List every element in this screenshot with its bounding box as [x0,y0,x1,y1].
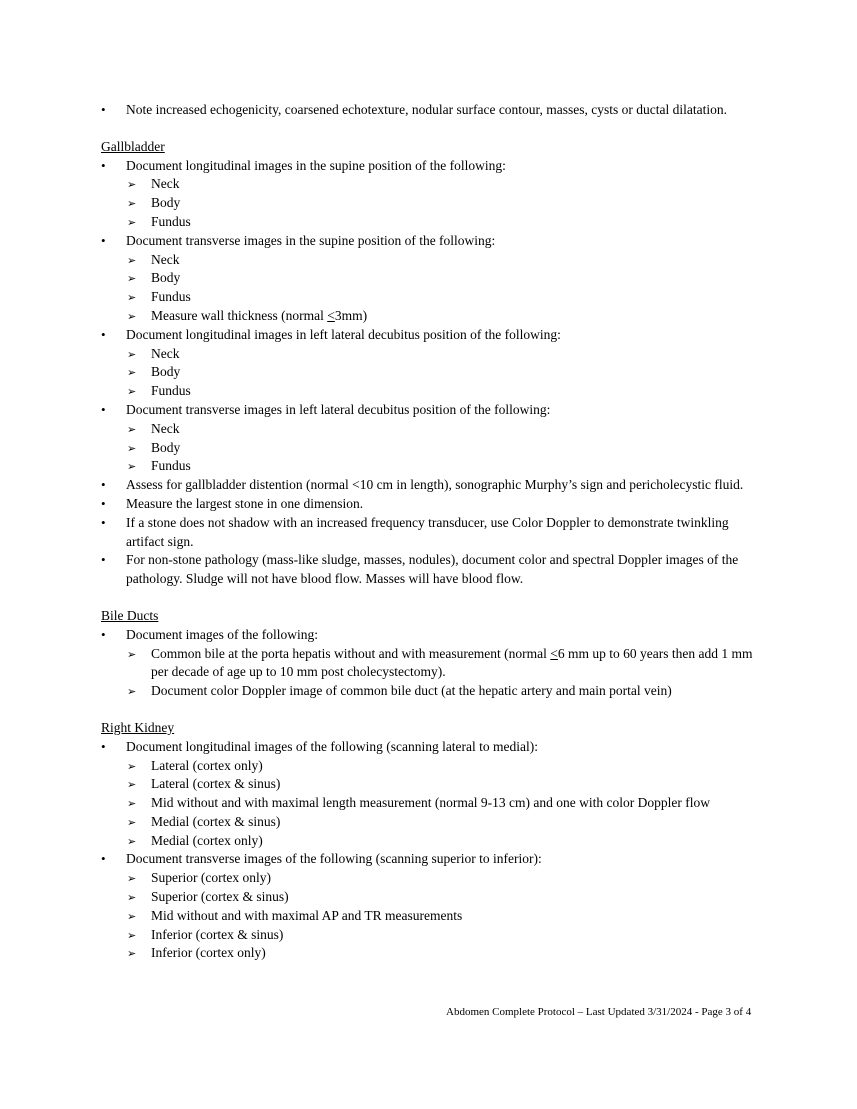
sub-item-text: Fundus [151,213,191,229]
sub-item-text: Lateral (cortex only) [151,757,263,773]
sub-item-wall-thickness [101,307,761,326]
gallbladder-bullet-5 [101,476,761,495]
sub-item [101,888,761,907]
sub-item [101,420,761,439]
sub-item [101,194,761,213]
arrow-bullet-icon [127,307,141,327]
sub-item-text: Common bile at the porta hepatis without and with measurement (normal [151,645,551,661]
sub-item [101,944,761,963]
sub-item-text: Inferior (cortex only) [151,945,266,961]
less-equal-symbol: < [550,645,558,661]
sub-item-text: Body [151,195,181,211]
gallbladder-bullet-2 [101,232,761,251]
arrow-bullet-icon [127,757,141,777]
sub-item [101,907,761,926]
sub-item [101,439,761,458]
arrow-bullet-icon [127,382,141,402]
page-content [101,101,761,963]
gallbladder-bullet-8 [101,551,761,589]
sub-item-text: Fundus [151,458,191,474]
arrow-bullet-icon [127,926,141,946]
bullet-icon [101,476,113,495]
bullet-text: Assess for gallbladder distention (normal <10 cm in length), sonographic Murphy’s sign and pericholecystic fluid. [126,477,744,493]
sub-item-text: Document color Doppler image of common bile duct (at the hepatic artery and main portal vein) [151,683,672,699]
sub-item-text: Mid without and with maximal AP and TR measurements [151,907,463,923]
sub-item [101,345,761,364]
bullet-text: Document longitudinal images of the following (scanning lateral to medial): [126,738,539,754]
bullet-icon [101,626,113,645]
arrow-bullet-icon [127,420,141,440]
gallbladder-heading: Gallbladder [101,138,165,154]
sub-item-text: Superior (cortex only) [151,870,271,886]
less-equal-symbol: < [327,307,335,323]
bullet-text: Document longitudinal images in the supine position of the following: [126,157,506,173]
sub-item-text: Fundus [151,383,191,399]
arrow-bullet-icon [127,645,141,665]
sub-item-text: Body [151,270,181,286]
sub-item [101,382,761,401]
sub-item-text: Neck [151,345,180,361]
sub-item-text: Medial (cortex & sinus) [151,813,281,829]
arrow-bullet-icon [127,439,141,459]
arrow-bullet-icon [127,813,141,833]
arrow-bullet-icon [127,345,141,365]
sub-item-text: Neck [151,251,180,267]
gallbladder-bullet-3 [101,326,761,345]
bullet-text: Document transverse images of the following (scanning superior to inferior): [126,851,542,867]
sub-item [101,363,761,382]
arrow-bullet-icon [127,907,141,927]
sub-item-text: Inferior (cortex & sinus) [151,926,284,942]
bile-ducts-bullet-1 [101,626,761,645]
bile-ducts-heading: Bile Ducts [101,607,159,623]
arrow-bullet-icon [127,457,141,477]
sub-item-text: Fundus [151,289,191,305]
sub-item [101,251,761,270]
arrow-bullet-icon [127,213,141,233]
arrow-bullet-icon [127,944,141,964]
arrow-bullet-icon [127,363,141,383]
sub-item [101,832,761,851]
sub-item-text: Medial (cortex only) [151,832,263,848]
sub-item-common-bile [101,645,761,683]
sub-item-text: Measure wall thickness (normal [151,307,328,323]
sub-item-text: 6 mm up to 60 years then add 1 mm per decade of age up to 10 mm post cholecystectomy). [151,645,753,680]
arrow-bullet-icon [127,832,141,852]
bullet-text: Document longitudinal images in left lateral decubitus position of the following: [126,326,561,342]
bullet-icon [101,514,113,533]
arrow-bullet-icon [127,682,141,702]
bullet-icon [101,326,113,345]
sub-item [101,288,761,307]
sub-item [101,269,761,288]
intro-bullet-text: Note increased echogenicity, coarsened echotexture, nodular surface contour, masses, cysts or ductal dilatation. [126,102,727,117]
sub-item-text: Superior (cortex & sinus) [151,889,289,905]
sub-item [101,757,761,776]
sub-item-text: Neck [151,176,180,192]
gallbladder-bullet-6 [101,495,761,514]
right-kidney-bullet-1 [101,738,761,757]
arrow-bullet-icon [127,269,141,289]
arrow-bullet-icon [127,251,141,271]
sub-item [101,213,761,232]
right-kidney-bullet-2 [101,850,761,869]
page-footer: Abdomen Complete Protocol – Last Updated 3/31/2024 - Page 3 of 4 [446,1006,752,1018]
arrow-bullet-icon [127,888,141,908]
bullet-icon [101,850,113,869]
bullet-icon [101,101,113,120]
arrow-bullet-icon [127,775,141,795]
sub-item [101,813,761,832]
sub-item [101,926,761,945]
gallbladder-bullet-7 [101,514,761,552]
bullet-icon [101,232,113,251]
sub-item-text: 3mm) [334,307,368,323]
sub-item-text: Body [151,439,181,455]
gallbladder-bullet-1 [101,157,761,176]
bullet-text: Document transverse images in left lateral decubitus position of the following: [126,401,551,417]
arrow-bullet-icon [127,288,141,308]
bullet-icon [101,157,113,176]
sub-item [101,775,761,794]
sub-item [101,457,761,476]
sub-item [101,682,761,701]
arrow-bullet-icon [127,194,141,214]
arrow-bullet-icon [127,794,141,814]
sub-item-text: Body [151,364,181,380]
sub-item [101,869,761,888]
bullet-text: Measure the largest stone in one dimension. [126,495,364,511]
bullet-icon [101,495,113,514]
bullet-text: Document images of the following: [126,626,318,642]
bullet-text: For non-stone pathology (mass-like sludge, masses, nodules), document color and spectral Doppler images of the pathology. Sludge will not have blood flow. Masses will have blood flow. [126,552,739,587]
bullet-text: If a stone does not shadow with an increased frequency transducer, use Color Doppler to demonstrate twinkling artifact sign. [126,514,729,549]
sub-item-text: Mid without and with maximal length measurement (normal 9-13 cm) and one with color Doppler flow [151,795,710,811]
arrow-bullet-icon [127,175,141,195]
bullet-icon [101,551,113,570]
intro-bullet [101,101,761,120]
right-kidney-heading: Right Kidney [101,719,175,735]
bullet-icon [101,401,113,420]
arrow-bullet-icon [127,869,141,889]
sub-item [101,175,761,194]
sub-item [101,794,761,813]
gallbladder-bullet-4 [101,401,761,420]
bullet-icon [101,738,113,757]
sub-item-text: Lateral (cortex & sinus) [151,776,281,792]
bullet-text: Document transverse images in the supine position of the following: [126,232,496,248]
sub-item-text: Neck [151,420,180,436]
